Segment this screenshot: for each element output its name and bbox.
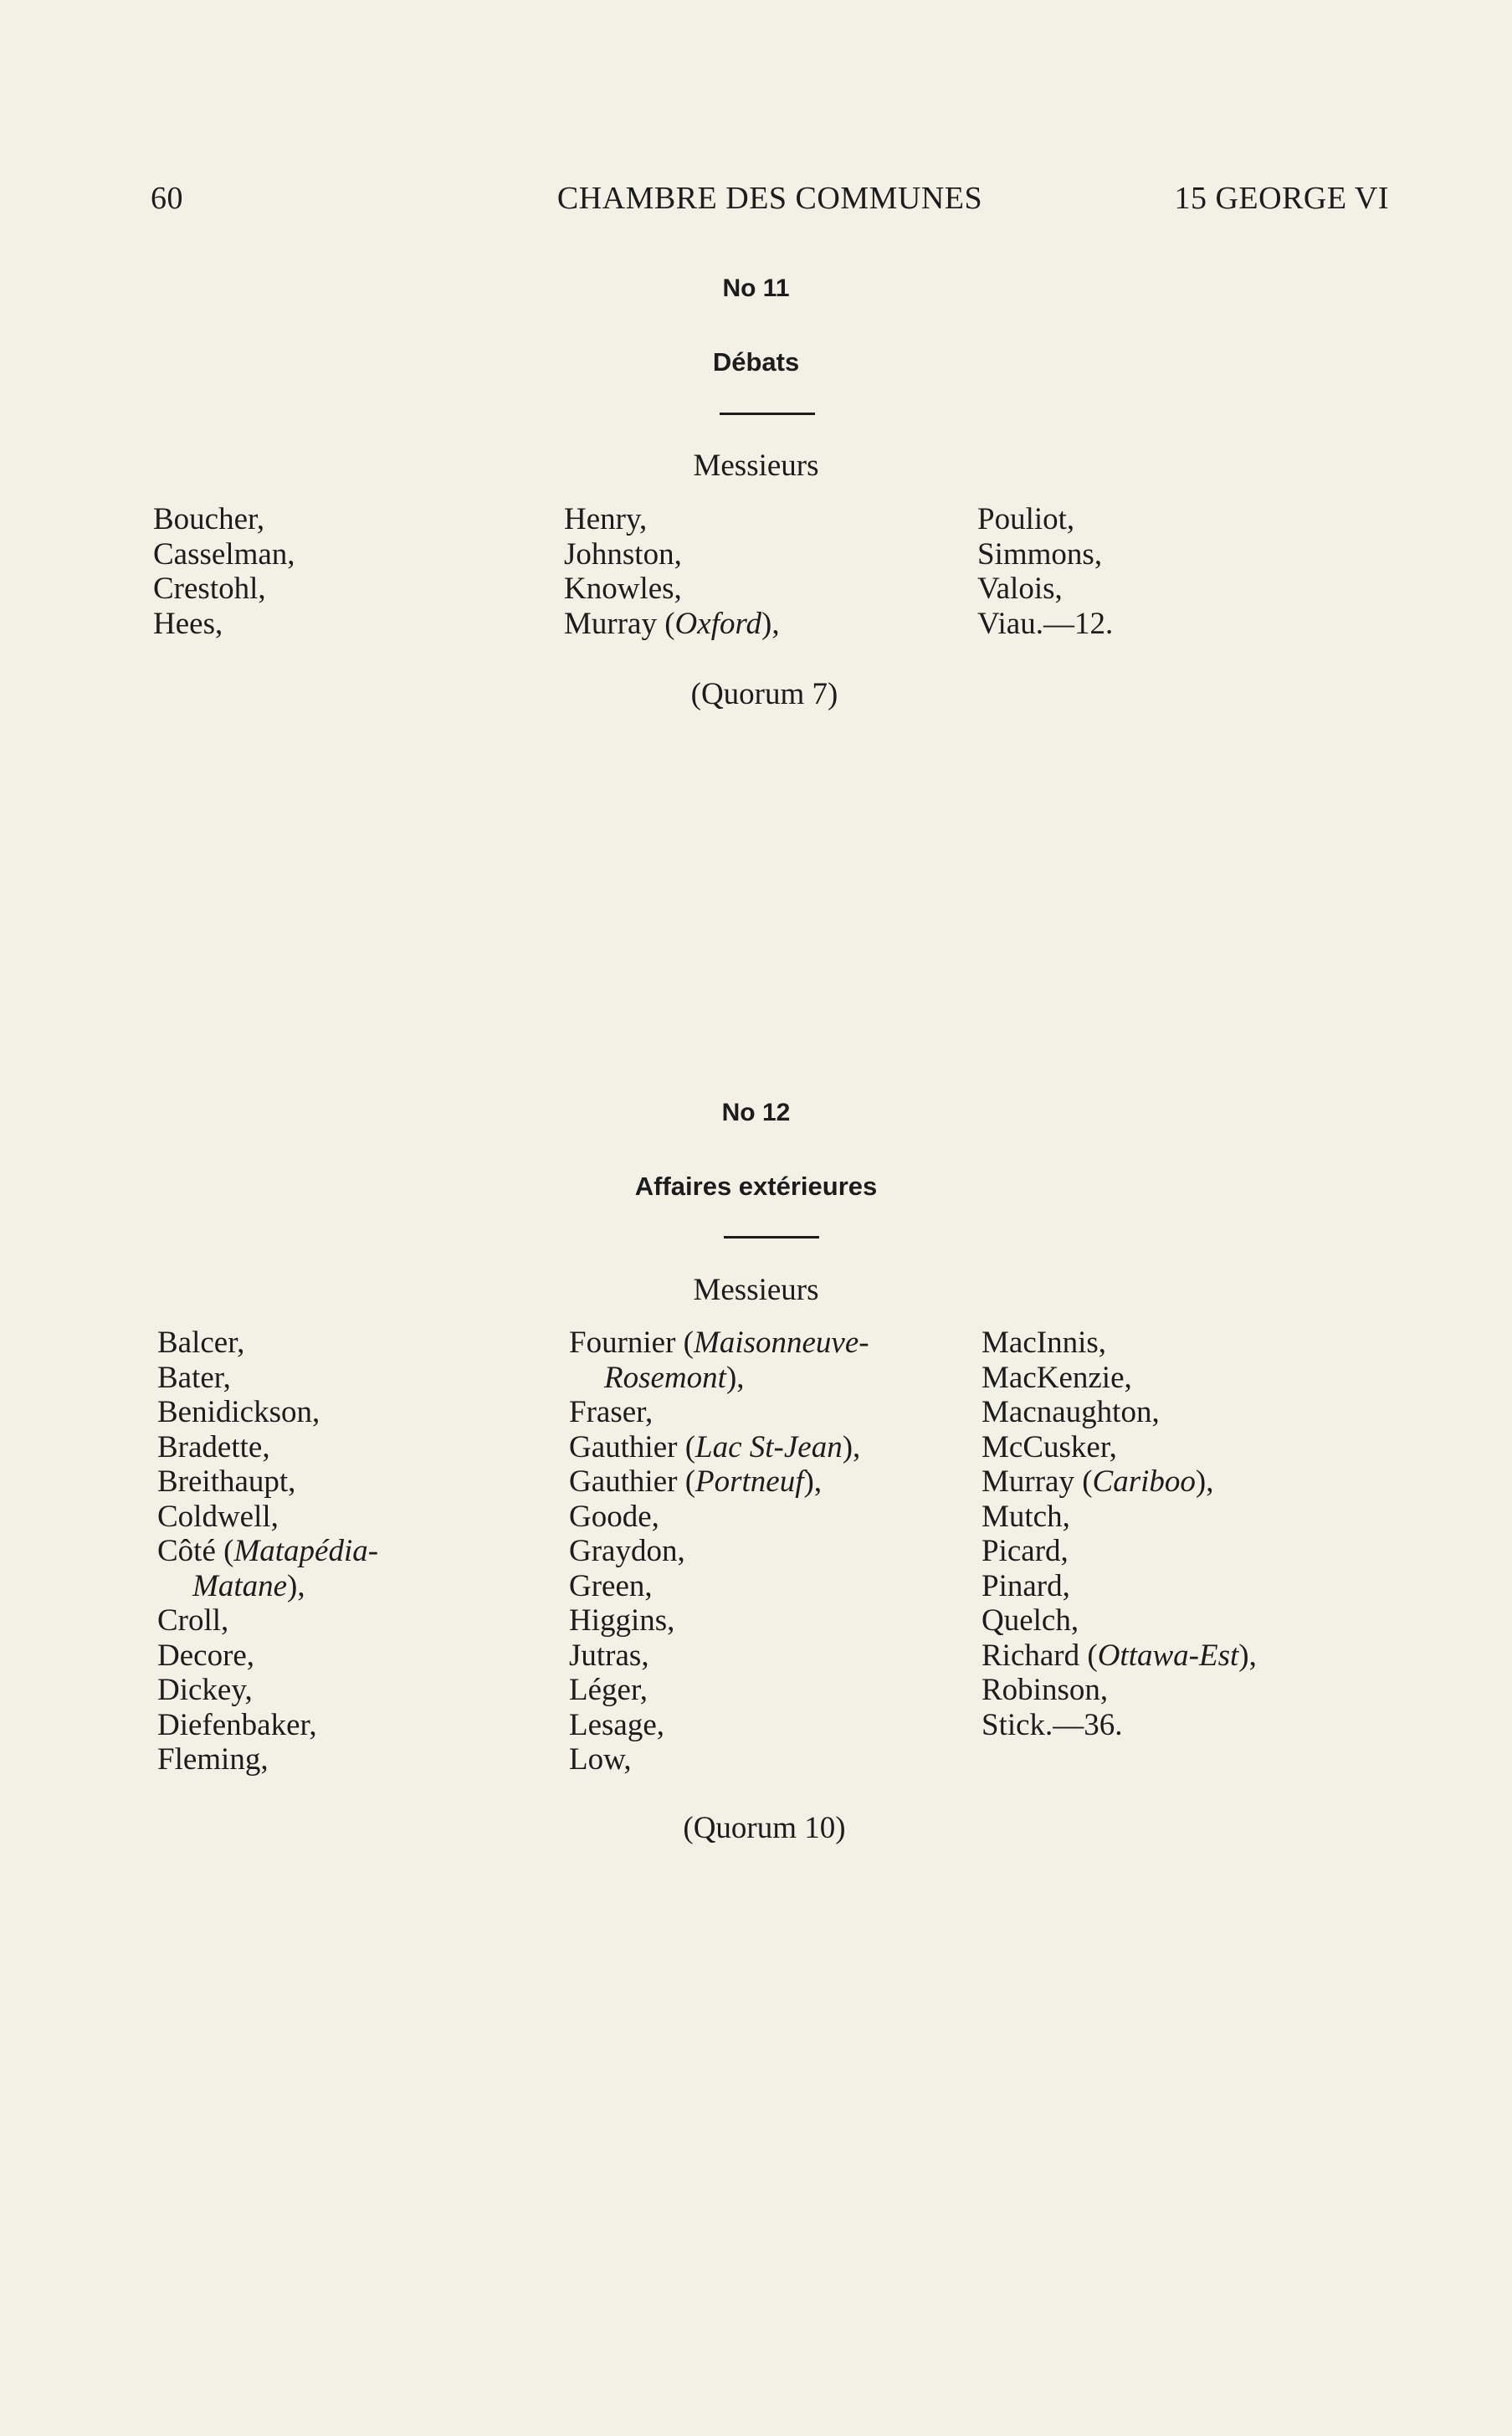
member-name: Higgins, [569,1603,675,1638]
divider-rule [724,1236,819,1239]
member-name: Macnaughton, [982,1395,1160,1429]
member-name: McCusker, [982,1429,1117,1464]
member-name: Hees, [153,606,223,641]
member-name: Boucher, [153,502,265,536]
section-title: Débats [712,347,800,377]
member-name: Pinard, [982,1568,1070,1603]
member-name: Jutras, [569,1638,649,1673]
member-name: Murray (Oxford), [564,606,780,641]
member-name: Simmons, [977,536,1103,572]
member-name: Lesage, [569,1707,665,1742]
page-title: CHAMBRE DES COMMUNES [556,181,983,216]
member-name: MacKenzie, [982,1360,1132,1395]
member-name: Matane), [192,1568,305,1603]
member-name: Green, [569,1568,653,1603]
divider-rule [720,413,815,415]
member-name: Henry, [564,502,648,536]
member-name: Decore, [157,1638,255,1673]
member-column-3 [977,502,1113,641]
member-name: Murray (Cariboo), [982,1464,1214,1499]
member-name: Valois, [977,572,1063,606]
section-number: No 11 [722,274,790,302]
member-name: Johnston, [564,536,682,572]
quorum: (Quorum 10) [683,1811,846,1845]
member-name: Diefenbaker, [157,1707,317,1742]
member-column-2 [564,502,780,641]
member-column-1 [153,502,295,641]
member-name: Dickey, [157,1673,253,1707]
member-name: Viau.—12. [977,606,1114,641]
member-column-3 [982,1326,1257,1742]
page-number: 60 [151,181,183,216]
member-name: Mutch, [982,1499,1070,1534]
member-name: Léger, [569,1673,648,1707]
member-name: Knowles, [564,572,682,606]
member-name: Gauthier (Lac St-Jean), [569,1429,861,1464]
member-name: Robinson, [982,1673,1109,1707]
quorum: (Quorum 7) [690,677,838,711]
member-name: MacInnis, [982,1326,1106,1360]
member-name: Croll, [157,1603,229,1638]
member-name: Pouliot, [977,502,1075,536]
member-name: Gauthier (Portneuf), [569,1464,823,1499]
member-name: Fraser, [569,1395,653,1429]
member-name: Côté (Matapédia- [157,1534,379,1568]
member-name: Low, [569,1742,632,1777]
member-name: Goode, [569,1499,659,1534]
member-name: Graydon, [569,1534,685,1568]
member-name: Fleming, [157,1742,269,1777]
member-name: Casselman, [153,536,295,572]
member-column-1 [157,1326,378,1777]
member-name: Coldwell, [157,1499,279,1534]
member-name: Fournier (Maisonneuve- [569,1326,869,1360]
member-name: Stick.—36. [982,1707,1123,1742]
section-number: No 12 [721,1099,791,1126]
member-name: Picard, [982,1534,1069,1568]
section-title: Affaires extérieures [634,1172,878,1201]
member-name: Bater, [157,1360,231,1395]
member-name: Crestohl, [153,572,266,606]
salutation: Messieurs [693,449,819,483]
regnal-year: 15 GEORGE VI [1174,181,1389,216]
member-name: Bradette, [157,1429,270,1464]
member-name: Richard (Ottawa-Est), [982,1638,1257,1673]
member-name: Quelch, [982,1603,1079,1638]
member-name: Balcer, [157,1326,245,1360]
salutation: Messieurs [693,1273,819,1307]
page-header [151,180,1389,222]
member-name: Benidickson, [157,1395,320,1429]
member-name: Rosemont), [604,1360,745,1395]
member-name: Breithaupt, [157,1464,296,1499]
member-column-2 [569,1326,869,1777]
